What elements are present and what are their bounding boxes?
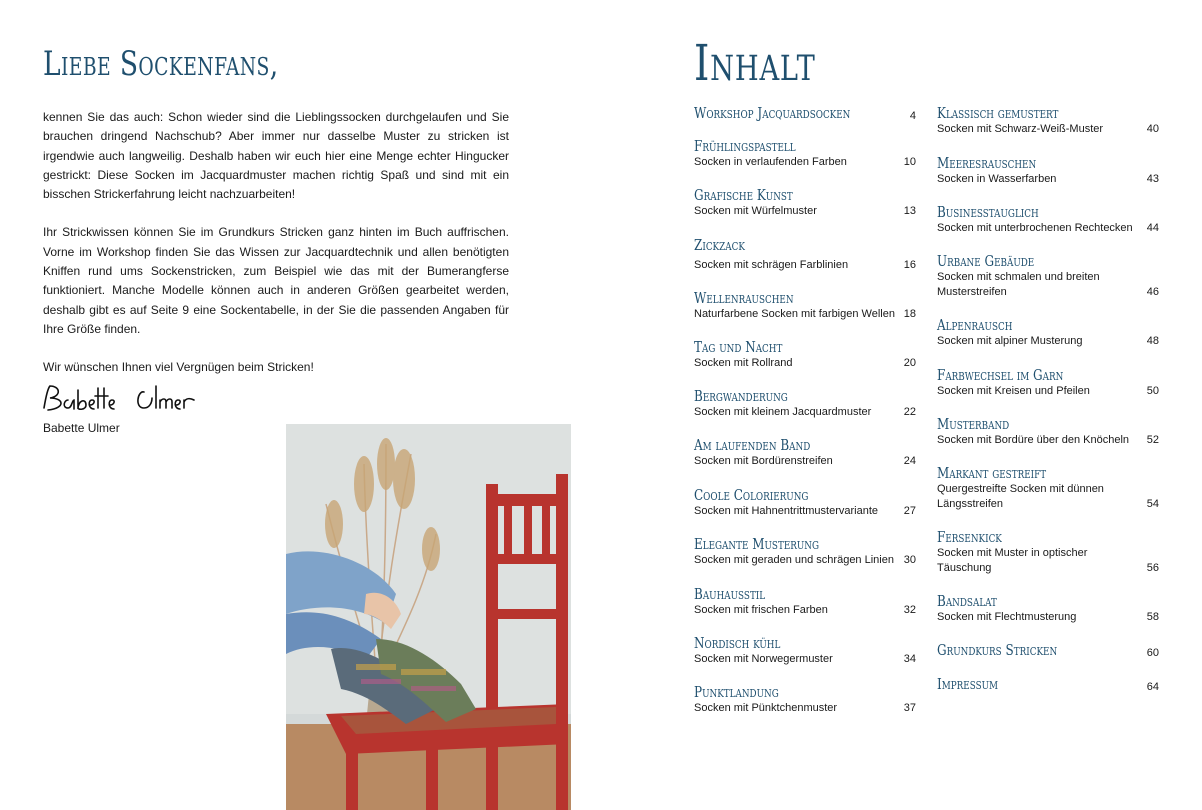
toc-right-column — [937, 0, 1159, 810]
toc-entry-page: 56 — [1146, 562, 1159, 574]
toc-entry-page: 16 — [903, 259, 916, 271]
toc-entry-title: Klassisch gemustert — [937, 104, 1059, 122]
toc-entry-page: 64 — [1146, 681, 1159, 693]
toc-entry[interactable] — [694, 486, 916, 519]
toc-entry-page: 40 — [1146, 123, 1159, 135]
toc-entry-subtitle: Socken mit Schwarz-Weiß-Muster — [937, 123, 1104, 135]
toc-title: Inhalt — [694, 34, 816, 92]
toc-entry-page: 32 — [903, 604, 916, 616]
toc-entry-subtitle: Socken mit geraden und schrägen Linien — [694, 554, 894, 566]
toc-entry[interactable] — [694, 236, 916, 273]
intro-paragraph: Ihr Strickwissen können Sie im Grundkurs Stricken ganz hinten im Buch auffrischen. Vorne im Workshop finden Sie das Wissen zur Jacquardtechnik und allen benötigten Kniffen rund ums Sockenstricken, zum Beispiel wie das mit der Bumerangferse funktioniert. Manche Modelle können auch in anderen Größen gearbeitet werden, deshalb gibt es auf Seite 9 eine Sockentabelle, in der Sie die passenden Angaben für Ihre Größe finden. — [43, 225, 509, 336]
toc-entry-subtitle: Quergestreifte Socken mit dünnen Längsstreifen — [937, 483, 1104, 510]
toc-entry-title: Grundkurs Stricken — [937, 641, 1058, 659]
toc-entry-page: 48 — [1146, 335, 1159, 347]
toc-entry-subtitle: Socken mit Muster in optischer Täuschung — [937, 547, 1088, 574]
toc-entry-page: 34 — [903, 653, 916, 665]
toc-entry-page: 58 — [1146, 611, 1159, 623]
toc-entry-page: 46 — [1146, 286, 1159, 298]
toc-entry-title: Elegante Musterung — [694, 535, 820, 553]
toc-entry[interactable] — [937, 528, 1159, 576]
toc-entry[interactable] — [694, 186, 916, 219]
toc-entry-page: 44 — [1146, 222, 1159, 234]
toc-entry-subtitle: Socken mit Flechtmusterung — [937, 611, 1077, 623]
intro-paragraph: kennen Sie das auch: Schon wieder sind die Lieblingssocken durchgelaufen und Sie brauchen dringend Nachschub? Aber immer nur dasselbe Muster zu stricken ist irgendwie auch langweilig. Deshalb haben wir euch hier eine Menge echter Hingucker gestrickt: Diese Socken im Jacquardmuster machen richtig Spaß und sind mit ein bisschen Strickerfahrung leicht nachzuarbeiten! — [43, 110, 509, 202]
toc-entry-page: 20 — [903, 357, 916, 369]
greeting-heading: Liebe Sockenfans, — [43, 44, 279, 84]
toc-entry-page: 54 — [1146, 498, 1159, 510]
toc-entry-subtitle: Socken in verlaufenden Farben — [694, 156, 847, 168]
toc-entry-page: 52 — [1146, 434, 1159, 446]
toc-entry-title: Grafische Kunst — [694, 186, 793, 204]
toc-entry-subtitle: Socken mit kleinem Jacquardmuster — [694, 406, 872, 418]
toc-entry[interactable] — [937, 203, 1159, 236]
toc-entry-title: Frühlingspastell — [694, 137, 796, 155]
toc-entry-title: Businesstauglich — [937, 203, 1039, 221]
toc-entry-page: 30 — [903, 554, 916, 566]
toc-entry-subtitle: Socken mit alpiner Musterung — [937, 335, 1083, 347]
signature-name: Babette Ulmer — [43, 421, 120, 435]
toc-entry[interactable] — [937, 252, 1159, 300]
toc-entry-title: Bandsalat — [937, 592, 997, 610]
toc-entry-subtitle: Socken mit Bordüre über den Knöcheln — [937, 434, 1130, 446]
left-page — [0, 0, 600, 810]
toc-entry-subtitle: Naturfarbene Socken mit farbigen Wellen — [694, 308, 895, 320]
toc-entry-title: Tag und Nacht — [694, 338, 783, 356]
toc-entry-title: Am laufenden Band — [694, 436, 811, 454]
intro-paragraph: Wir wünschen Ihnen viel Vergnügen beim Stricken! — [43, 360, 314, 375]
toc-entry-subtitle: Socken mit Kreisen und Pfeilen — [937, 385, 1090, 397]
toc-entry-page: 13 — [903, 205, 916, 217]
toc-entry-subtitle: Socken mit Rollrand — [694, 357, 793, 369]
toc-entry[interactable] — [937, 316, 1159, 349]
toc-entry[interactable] — [937, 675, 1159, 693]
toc-entry-page: 60 — [1146, 647, 1159, 659]
toc-entry-title: Musterband — [937, 415, 1010, 433]
toc-entry[interactable] — [694, 683, 916, 716]
toc-entry-title: Meeresrauschen — [937, 154, 1037, 172]
toc-entry-title: Markant gestreift — [937, 464, 1047, 482]
toc-entry-page: 22 — [903, 406, 916, 418]
toc-entry[interactable] — [937, 366, 1159, 399]
toc-entry-subtitle: Socken mit Pünktchenmuster — [694, 702, 838, 714]
toc-entry[interactable] — [694, 436, 916, 469]
toc-entry-title: Urbane Gebäude — [937, 252, 1035, 270]
toc-entry-subtitle: Socken mit Hahnentrittmustervariante — [694, 505, 879, 517]
toc-entry[interactable] — [937, 104, 1159, 137]
toc-entry-title: Zickzack — [694, 236, 745, 254]
toc-entry[interactable] — [694, 338, 916, 371]
toc-entry-title: Fersenkick — [937, 528, 1002, 546]
toc-entry-subtitle: Socken mit Bordürenstreifen — [694, 455, 833, 467]
toc-entry[interactable] — [937, 592, 1159, 625]
toc-entry[interactable] — [937, 415, 1159, 448]
toc-entry-title: Punktlandung — [694, 683, 779, 701]
toc-entry-title: Farbwechsel im Garn — [937, 366, 1064, 384]
toc-entry-page: 18 — [903, 308, 916, 320]
toc-entry[interactable] — [937, 464, 1159, 512]
socks-chair-photo — [286, 424, 571, 810]
toc-entry[interactable] — [694, 137, 916, 170]
toc-entry-page: 27 — [903, 505, 916, 517]
toc-entry-title: Impressum — [937, 675, 999, 693]
toc-entry-page: 37 — [903, 702, 916, 714]
intro-text — [43, 108, 509, 397]
toc-entry[interactable] — [694, 387, 916, 420]
toc-entry-page: 4 — [909, 110, 916, 122]
toc-entry[interactable] — [694, 535, 916, 568]
handwritten-signature — [40, 378, 240, 418]
toc-entry-title: Workshop Jacquardsocken — [694, 104, 851, 122]
toc-entry[interactable] — [694, 104, 916, 122]
toc-entry-title: Nordisch kühl — [694, 634, 781, 652]
toc-entry[interactable] — [937, 641, 1159, 659]
toc-entry-page: 50 — [1146, 385, 1159, 397]
toc-entry-subtitle: Socken mit unterbrochenen Rechtecken — [937, 222, 1133, 234]
toc-entry-subtitle: Socken mit schrägen Farblinien — [694, 259, 849, 271]
toc-entry[interactable] — [694, 585, 916, 618]
toc-entry-title: Bauhausstil — [694, 585, 766, 603]
toc-entry[interactable] — [694, 289, 916, 322]
toc-entry-subtitle: Socken mit schmalen und breiten Musterstreifen — [937, 271, 1100, 298]
toc-entry-page: 10 — [903, 156, 916, 168]
toc-entry-title: Bergwanderung — [694, 387, 788, 405]
toc-entry-title: Coole Colorierung — [694, 486, 809, 504]
toc-entry-subtitle: Socken mit Würfelmuster — [694, 205, 817, 217]
toc-entry[interactable] — [694, 634, 916, 667]
toc-entry-page: 24 — [903, 455, 916, 467]
toc-left-column — [694, 0, 916, 810]
toc-entry-title: Alpenrausch — [937, 316, 1013, 334]
toc-entry-subtitle: Socken in Wasserfarben — [937, 173, 1057, 185]
toc-entry-page: 43 — [1146, 173, 1159, 185]
toc-entry[interactable] — [937, 154, 1159, 187]
toc-entry-subtitle: Socken mit frischen Farben — [694, 604, 828, 616]
toc-entry-title: Wellenrauschen — [694, 289, 794, 307]
toc-entry-subtitle: Socken mit Norwegermuster — [694, 653, 833, 665]
